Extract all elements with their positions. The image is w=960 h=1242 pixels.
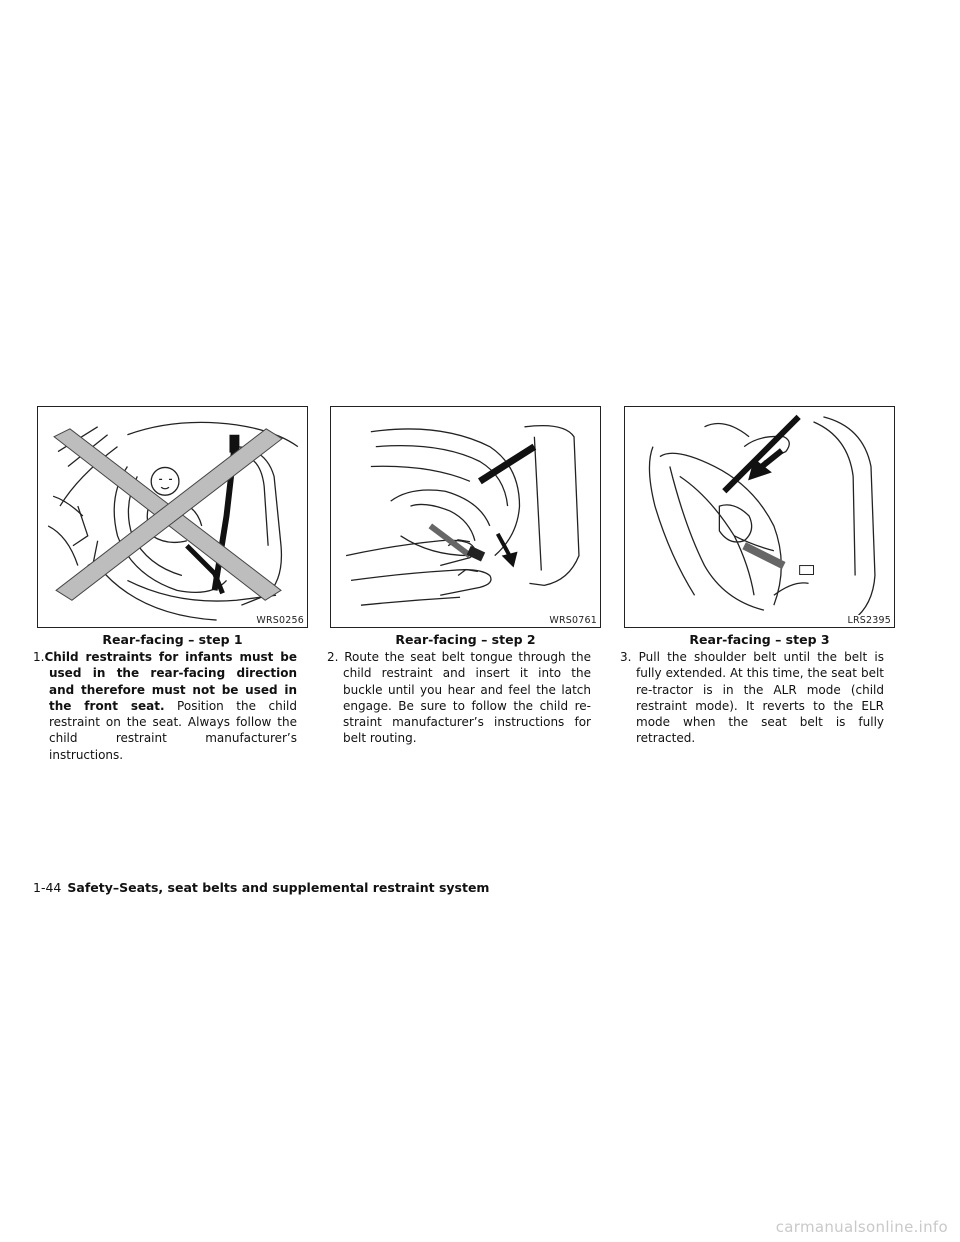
step-1-body: Position the child restraint on the seat. Always follow the child restraint manufacturer’s instructions. (49, 698, 297, 762)
step-3-text: 3. Pull the shoulder belt until the belt is fully extended. At this time, the seat belt re-tractor is in the ALR mode (child restraint mode). It reverts to the ELR mode when the seat belt is fully retracted. (620, 650, 884, 746)
figure-code: WRS0761 (549, 615, 597, 626)
figure-step-1 (37, 406, 308, 628)
page-number: 1-44 (33, 880, 62, 895)
seat-belt-buckle-illustration (331, 407, 600, 627)
figure-code: WRS0256 (256, 615, 304, 626)
child-seat-front-prohibited-illustration (38, 407, 307, 627)
page-footer (33, 880, 489, 896)
section-title: Safety–Seats, seat belts and supplemental restraint system (67, 880, 490, 895)
figure-step-3 (624, 406, 895, 628)
figure-caption: Rear-facing – step 3 (689, 632, 830, 647)
step-1-warning: Child restraints for infants must be used in the rear-facing direction and therefore must not be used in the front seat. (44, 650, 297, 713)
step-1-number: 1. (33, 650, 45, 664)
figure-step-2 (330, 406, 601, 628)
step-1-text (33, 649, 297, 763)
figure-caption: Rear-facing – step 1 (102, 632, 243, 647)
figure-caption: Rear-facing – step 2 (395, 632, 536, 647)
watermark: carmanualsonline.info (775, 1218, 948, 1236)
shoulder-belt-extend-illustration (625, 407, 894, 627)
step-2-text: 2. Route the seat belt tongue through the child restraint and insert it into the buckle until you hear and feel the latch engage. Be sure to follow the child re-straint manufacturer’s instructions for belt routing. (327, 650, 591, 746)
figure-code: LRS2395 (847, 615, 891, 626)
